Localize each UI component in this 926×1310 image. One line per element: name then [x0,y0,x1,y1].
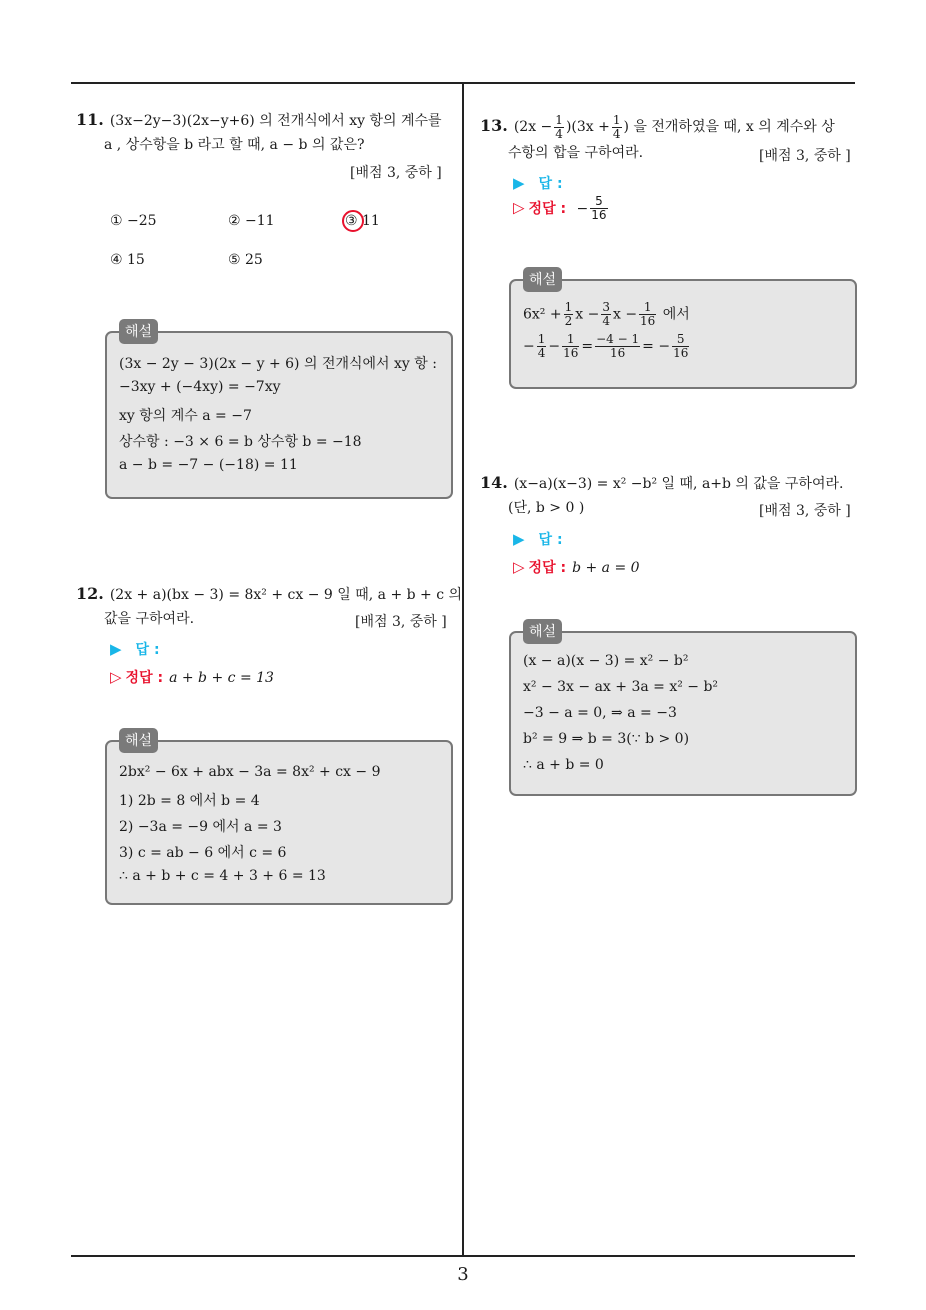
q14-meta: [배점 3, 중하 ] [759,503,851,519]
q13-number: 13. [480,116,508,135]
q13-solution-box [509,272,857,389]
q11-solution-box [105,324,453,499]
q12-line2: 값을 구하여라. [104,611,195,627]
solution-line: (3x − 2y − 3)(2x − y + 6) 의 전개식에서 xy 항 : [119,356,437,372]
q11-choice-4[interactable]: ④ 15 [110,252,145,268]
solution-line: a − b = −7 − (−18) = 11 [119,457,298,473]
q11-line1: 11. (3x−2y−3)(2x−y+6) 의 전개식에서 xy 항의 계수를 [76,110,442,129]
q12-number: 12. [76,584,104,603]
q11-number: 11. [76,110,104,129]
q13-line2: 수항의 합을 구하여라. [508,145,644,161]
q12-meta: [배점 3, 중하 ] [355,614,447,630]
q12-solution-box [105,733,453,905]
q11-choice-3[interactable]: ③ 11 [345,213,380,229]
q14-solution-box [509,624,857,796]
solution-line: b² = 9 ⇒ b = 3(∵ b > 0) [523,731,690,747]
q11-meta: [배점 3, 중하 ] [350,165,442,181]
page-number: 3 [457,1264,469,1285]
q13-answer-line: ▶ 답 : [513,174,563,192]
solution-line: −3 − a = 0, ⇒ a = −3 [523,705,677,721]
solution-line: −3xy + (−4xy) = −7xy [119,379,281,395]
solution-tag: 해설 [523,619,562,644]
solution-line: ∴ a + b = 0 [523,757,604,773]
fraction: $\frac{1}{4}$ [555,112,563,141]
q11-choice-2[interactable]: ② −11 [228,213,275,229]
column-divider [462,84,464,1256]
q14-answer-line: ▶ 답 : [513,530,563,548]
solution-line: 2) −3a = −9 에서 a = 3 [119,819,282,835]
outline-triangle-icon: ▷ [110,668,122,686]
selected-answer-mark [342,210,364,232]
solution-line: (x − a)(x − 3) = x² − b² [523,653,689,669]
solution-line: ∴ a + b + c = 4 + 3 + 6 = 13 [119,868,326,884]
q14-correct-line: ▷ 정답 : b + a = 0 [513,558,640,576]
solution-line: 1) 2b = 8 에서 b = 4 [119,793,260,809]
q13-line1: 13. (2x − $\frac{1}{4}$ )(3x + $\frac{1}{4}$ ) 을 전개하였을 때, x 의 계수와 상 [480,112,835,141]
q11-choice-5[interactable]: ⑤ 25 [228,252,263,268]
footer-rule [71,1255,855,1257]
fraction: $\frac{5}{16}$ [591,194,607,222]
play-triangle-icon: ▶ [110,640,122,658]
q13-correct-line: ▷ 정답 : − $\frac{5}{16}$ [513,194,607,222]
solution-line: 상수항 : −3 × 6 = b 상수항 b = −18 [119,434,362,450]
fraction: $\frac{1}{4}$ [612,112,621,141]
q12-line1: 12. (2x + a)(bx − 3) = 8x² + cx − 9 일 때, a + b + c 의 [76,584,463,603]
solution-line: 2bx² − 6x + abx − 3a = 8x² + cx − 9 [119,764,381,780]
q13-meta: [배점 3, 중하 ] [759,148,851,164]
q12-correct-line: ▷ 정답 : a + b + c = 13 [110,668,274,686]
q11-line2: a , 상수항을 b 라고 할 때, a − b 의 값은? [104,137,365,153]
q14-line1: 14. (x−a)(x−3) = x² −b² 일 때, a+b 의 값을 구하여라. [480,473,844,492]
solution-line: 3) c = ab − 6 에서 c = 6 [119,845,287,861]
solution-line: 6x² + $\frac{1}{2}$ x − $\frac{3}{4}$ x − $\frac{1}{16}$ 에서 [523,300,690,328]
outline-triangle-icon: ▷ [513,198,525,217]
q12-answer-line: ▶ 답 : [110,640,160,658]
q11-choice-1[interactable]: ① −25 [110,213,157,229]
solution-tag: 해설 [119,728,158,753]
outline-triangle-icon: ▷ [513,558,525,576]
q14-number: 14. [480,473,508,492]
play-triangle-icon: ▶ [513,530,525,548]
solution-tag: 해설 [119,319,158,344]
solution-line: x² − 3x − ax + 3a = x² − b² [523,679,719,695]
solution-line: − $\frac{1}{4}$ − $\frac{1}{16}$ = $\frac{-4 - 1}{16}$ = − $\frac{5}{16}$ [523,332,689,360]
solution-line: xy 항의 계수 a = −7 [119,408,252,424]
q14-line2: (단, b > 0 ) [508,500,585,516]
play-triangle-icon: ▶ [513,174,525,192]
solution-tag: 해설 [523,267,562,292]
